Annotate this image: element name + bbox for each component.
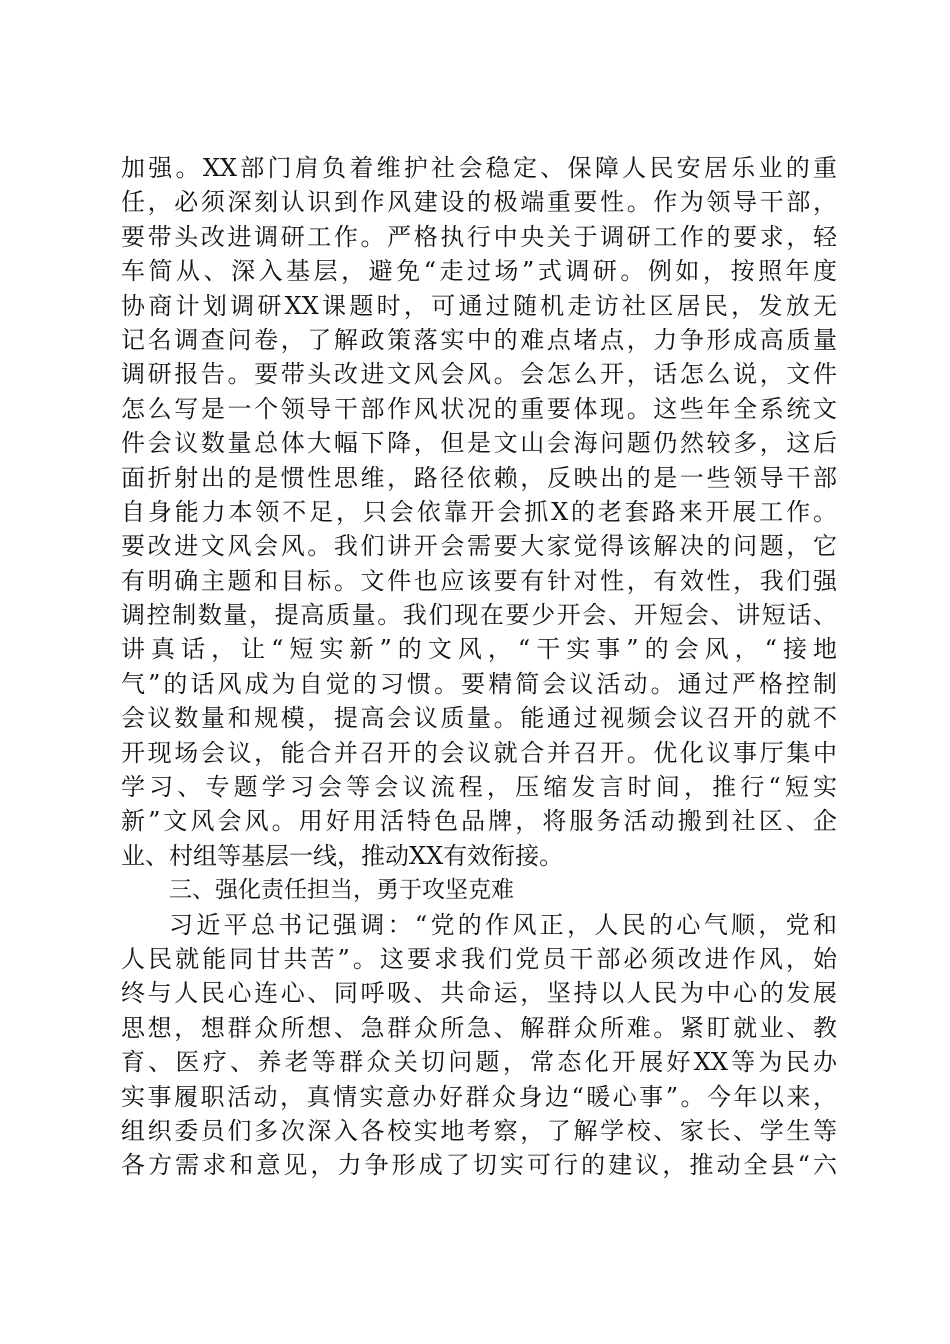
text-line: 会议数量和规模，提高会议质量。能通过视频会议召开的就不 — [121, 704, 837, 733]
text-line: 任，必须深刻认识到作风建设的极端重要性。作为领导干部， — [121, 188, 837, 217]
text-line: 育、医疗、养老等群众关切问题，常态化开展好XX等为民办 — [121, 1048, 837, 1077]
document-body — [121, 151, 837, 1183]
text-line: 组织委员们多次深入各校实地考察，了解学校、家长、学生等 — [121, 1116, 837, 1145]
paragraph — [121, 908, 837, 1183]
text-line: 思想，想群众所想、急群众所急、解群众所难。紧盯就业、教 — [121, 1013, 837, 1042]
section-heading: 三、强化责任担当，勇于攻坚克难 — [169, 877, 514, 904]
text-line: 习近平总书记强调：“党的作风正，人民的心气顺，党和 — [169, 910, 837, 939]
text-line: 终与人民心连心、同呼吸、共命运，坚持以人民为中心的发展 — [121, 979, 837, 1008]
paragraph — [121, 151, 837, 873]
text-line: 调控制数量，提高质量。我们现在要少开会、开短会、讲短话、 — [121, 601, 837, 630]
text-line: 加强。XX部门肩负着维护社会稳定、保障人民安居乐业的重 — [121, 154, 837, 182]
text-line: 业、村组等基层一线，推动XX有效衔接。 — [121, 841, 564, 870]
text-line: 记名调查问卷，了解政策落实中的难点堵点，力争形成高质量 — [121, 325, 837, 354]
text-line: 新”文风会风。用好用活特色品牌，将服务活动搬到社区、企 — [121, 807, 837, 836]
text-line: 面折射出的是惯性思维，路径依赖，反映出的是一些领导干部 — [121, 463, 837, 492]
text-line: 人民就能同甘共苦”。这要求我们党员干部必须改进作风，始 — [121, 944, 837, 973]
text-line: 自身能力本领不足，只会依靠开会抓X的老套路来开展工作。 — [121, 497, 837, 526]
text-line: 讲真话，让“短实新”的文风，“干实事”的会风，“接地 — [121, 635, 837, 664]
text-line: 学习、专题学习会等会议流程，压缩发言时间，推行“短实 — [121, 773, 837, 802]
text-line: 各方需求和意见，力争形成了切实可行的建议，推动全县“六 — [121, 1151, 837, 1180]
text-line: 有明确主题和目标。文件也应该要有针对性，有效性，我们强 — [121, 566, 837, 595]
text-line: 实事履职活动，真情实意办好群众身边“暖心事”。今年以来， — [121, 1082, 837, 1111]
text-line: 调研报告。要带头改进文风会风。会怎么开，话怎么说，文件 — [121, 360, 837, 389]
text-line: 车简从、深入基层，避免“走过场”式调研。例如，按照年度 — [121, 257, 837, 286]
text-line: 要带头改进调研工作。严格执行中央关于调研工作的要求，轻 — [121, 222, 837, 251]
text-line: 件会议数量总体大幅下降，但是文山会海问题仍然较多，这后 — [121, 429, 837, 458]
text-line: 开现场会议，能合并召开的会议就合并召开。优化议事厅集中 — [121, 738, 837, 767]
text-line: 怎么写是一个领导干部作风状况的重要体现。这些年全系统文 — [121, 394, 837, 423]
text-line: 要改进文风会风。我们讲开会需要大家觉得该解决的问题，它 — [121, 532, 837, 561]
text-line: 气”的话风成为自觉的习惯。要精简会议活动。通过严格控制 — [121, 669, 837, 698]
text-line: 协商计划调研XX课题时，可通过随机走访社区居民，发放无 — [121, 291, 837, 320]
